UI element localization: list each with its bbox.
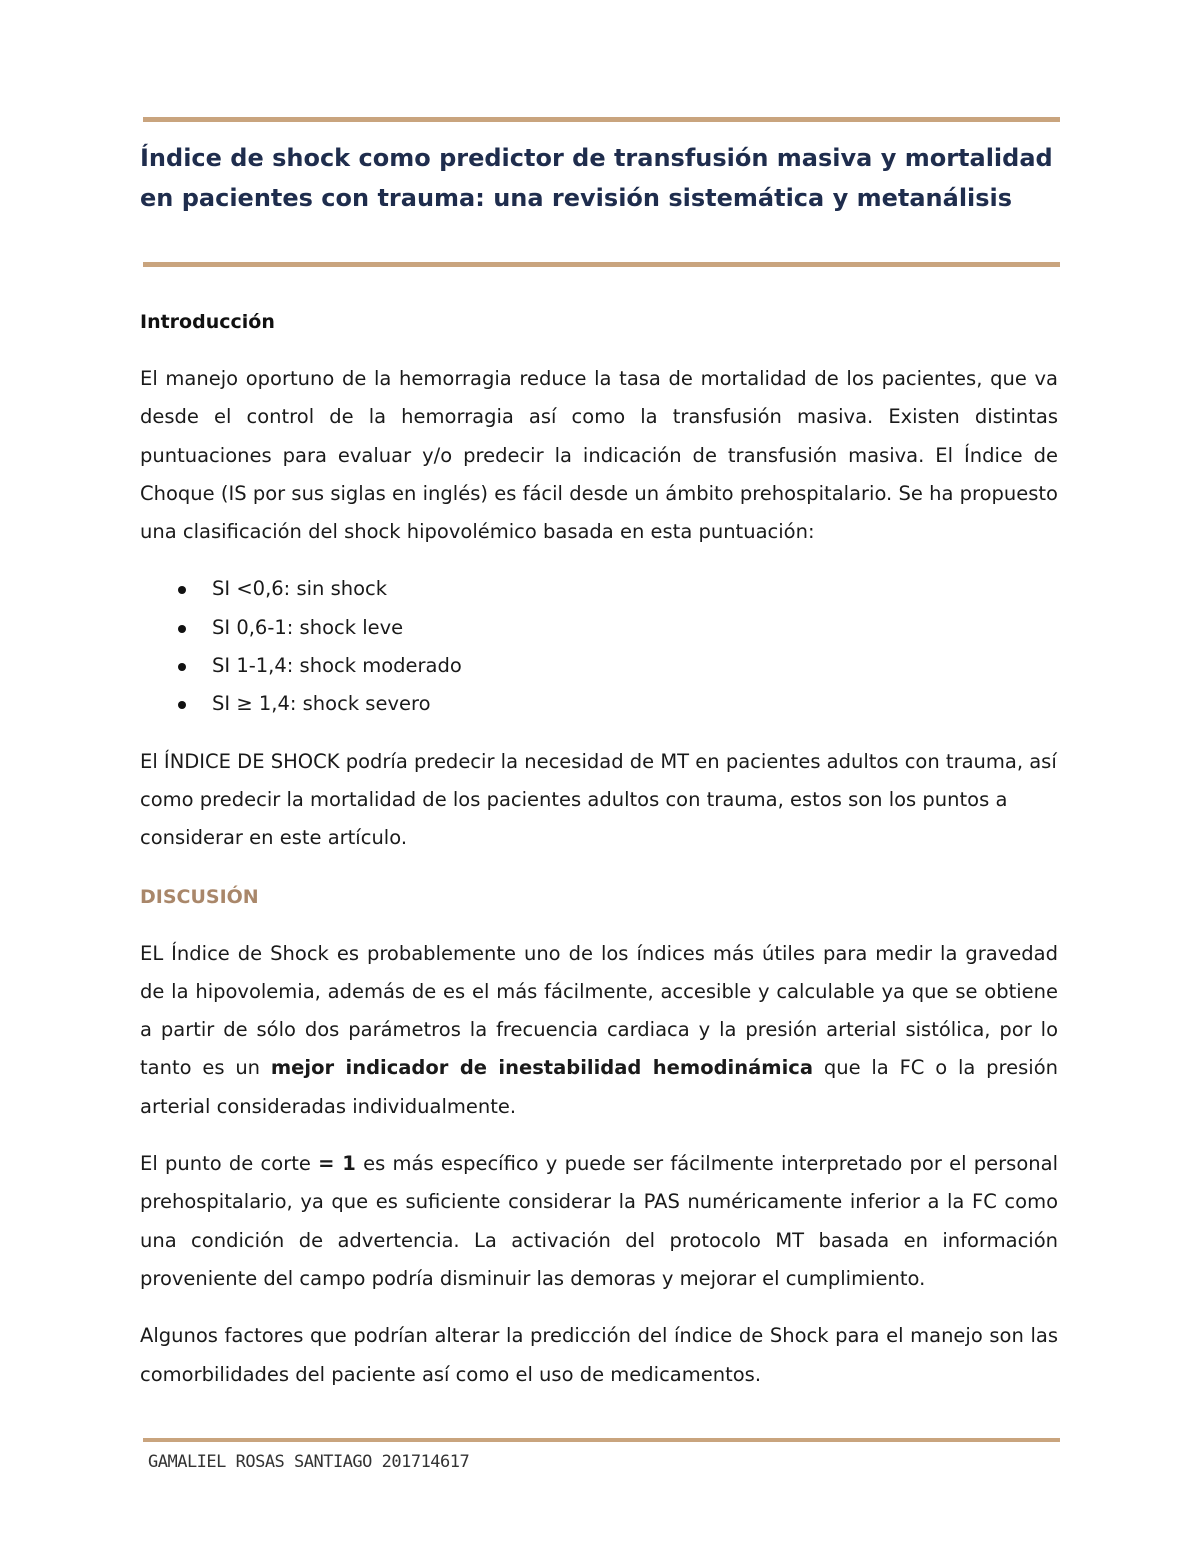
- list-item: SI 1-1,4: shock moderado: [140, 647, 1058, 685]
- list-item: SI ≥ 1,4: shock severo: [140, 685, 1058, 723]
- discussion-paragraph-2: El punto de corte = 1 es más específico y puede ser fácilmente interpretado por el personal prehospitalario, ya que es suficiente considerar la PAS numéricamente inferior a la FC como una condición de advertencia. La activación del protocolo MT basada en información proveniente del campo podría disminuir las demoras y mejorar el cumplimiento.: [140, 1152, 1058, 1290]
- document-body: [140, 303, 1058, 1394]
- bullet-icon: [178, 586, 186, 594]
- bold-phrase: = 1: [318, 1152, 356, 1176]
- intro-paragraph: El manejo oportuno de la hemorragia reduce la tasa de mortalidad de los pacientes, que va desde el control de la hemorragia así como la transfusión masiva. Existen distintas puntuaciones para evaluar y/o predecir la indicación de transfusión masiva. El Índice de Choque (IS por sus siglas en inglés) es fácil desde un ámbito prehospitalario. Se ha propuesto una clasificación del shock hipovolémico basada en esta puntuación:: [140, 367, 1058, 544]
- list-item: SI 0,6-1: shock leve: [140, 609, 1058, 647]
- bullet-icon: [178, 663, 186, 671]
- intro-heading: Introducción: [140, 311, 275, 333]
- bold-phrase: mejor indicador de inestabilidad hemodinámica: [270, 1056, 814, 1080]
- shock-classification-list: [140, 570, 1058, 723]
- bullet-icon: [178, 701, 186, 709]
- intro-closing-paragraph: El ÍNDICE DE SHOCK podría predecir la necesidad de MT en pacientes adultos con trauma, así como predecir la mortalidad de los pacientes adultos con trauma, estos son los puntos a considerar en este artículo.: [140, 749, 1057, 850]
- discussion-heading: DISCUSIÓN: [140, 885, 259, 908]
- header-top-rule: [143, 117, 1060, 122]
- list-item: SI <0,6: sin shock: [140, 570, 1058, 608]
- discussion-paragraph-1: EL Índice de Shock es probablemente uno de los índices más útiles para medir la gravedad de la hipovolemia, además de es el más fácilmente, accesible y calculable ya que se obtiene a partir de sólo dos parámetros la frecuencia cardiaca y la presión arterial sistólica, por lo tanto es un mejor indicador de inestabilidad hemodinámica que la FC o la presión arterial consideradas individualmente.: [140, 941, 1058, 1118]
- footer-author: GAMALIEL ROSAS SANTIAGO 201714617: [148, 1452, 470, 1472]
- footer-rule: [143, 1438, 1060, 1442]
- discussion-paragraph-3: Algunos factores que podrían alterar la predicción del índice de Shock para el manejo son las comorbilidades del paciente así como el uso de medicamentos.: [140, 1324, 1058, 1386]
- header-bottom-rule: [143, 262, 1060, 267]
- document-title: Índice de shock como predictor de transfusión masiva y mortalidad en pacientes con trauma: una revisión sistemática y metanálisis: [140, 144, 1053, 212]
- bullet-icon: [178, 625, 186, 633]
